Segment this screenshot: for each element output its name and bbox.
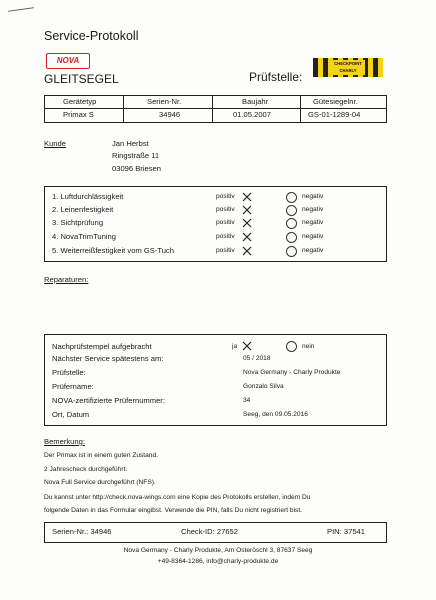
positiv-label: positiv <box>216 233 235 240</box>
check-label: 4. NovaTrimTuning <box>52 232 117 241</box>
next-service-value: 05 / 2018 <box>243 355 271 362</box>
col-header-baujahr: Baujahr <box>242 97 269 106</box>
info-line: folgende Daten in das Formular eingibst. Verwende die PIN, falls Du nicht registriert bist. <box>44 507 303 514</box>
checked-x-icon[interactable] <box>242 205 252 215</box>
radio-circle-icon[interactable] <box>286 192 297 203</box>
remark-line: Nova Full Service durchgeführt (NFS). <box>44 479 156 486</box>
customer-label: Kunde <box>44 139 66 148</box>
nein-label: nein <box>302 343 315 350</box>
negativ-label: negativ <box>302 219 324 226</box>
pin: PIN: 37541 <box>327 527 365 536</box>
checked-x-icon[interactable] <box>242 218 252 228</box>
col-header-guetesiegel: Gütesiegelnr. <box>313 97 358 106</box>
cp-logo-line1: CHECKPOINT <box>334 61 362 66</box>
ort-label: Ort, Datum <box>52 410 90 419</box>
serien-nr: Serien-Nr.: 34946 <box>52 527 112 536</box>
ja-label: ja <box>232 343 238 350</box>
nummer-label: NOVA-zertifizierte Prüfernummer: <box>52 396 165 405</box>
radio-circle-icon[interactable] <box>286 246 297 257</box>
positiv-label: positiv <box>216 219 235 226</box>
checkpoint-charly-logo <box>313 58 383 77</box>
cell-geraetetyp: Primax S <box>63 110 94 119</box>
scan-mark <box>8 7 34 12</box>
pruefer-value: Gonzalo Silva <box>243 383 284 390</box>
address-line: +49-8364-1286, info@charly-produkte.de <box>157 558 279 565</box>
radio-circle-icon[interactable] <box>286 218 297 229</box>
checked-x-icon[interactable] <box>242 341 252 351</box>
radio-circle-icon[interactable] <box>286 341 297 352</box>
checked-x-icon[interactable] <box>242 232 252 242</box>
remark-line: Der Primax ist in einem guten Zustand. <box>44 452 158 459</box>
pruefstelle-label: Prüfstelle: <box>52 368 86 377</box>
info-line: Du kannst unter http://check.nova-wings.com eine Kopie des Protokolls erstellen, indem Du <box>44 494 311 501</box>
cp-logo-line2: CHARLY <box>339 68 357 73</box>
checked-x-icon[interactable] <box>242 192 252 202</box>
nummer-value: 34 <box>243 397 251 404</box>
check-label: 2. Leinenfestigkeit <box>52 205 114 214</box>
ort-value: Seeg, den 09.05.2016 <box>243 411 308 418</box>
next-service-label: Nächster Service spätestens am: <box>52 354 164 363</box>
check-id: Check-ID: 27652 <box>181 527 238 536</box>
col-header-seriennr: Serien-Nr. <box>147 97 182 106</box>
stamp-label: Nachprüfstempel aufgebracht <box>52 342 152 351</box>
positiv-label: positiv <box>216 193 235 200</box>
nova-logo: NOVA <box>46 53 90 69</box>
pruefstelle-value: Nova Germany - Charly Produkte <box>243 369 341 376</box>
negativ-label: negativ <box>302 233 324 240</box>
checked-x-icon[interactable] <box>242 246 252 256</box>
customer-name: Jan Herbst <box>112 139 149 148</box>
pruefstelle-heading: Prüfstelle: <box>249 70 303 84</box>
product-type: GLEITSEGEL <box>44 72 119 86</box>
positiv-label: positiv <box>216 247 235 254</box>
radio-circle-icon[interactable] <box>286 232 297 243</box>
remarks-label: Bemerkung: <box>44 437 85 446</box>
col-header-geraetetyp: Gerätetyp <box>63 97 97 106</box>
pruefer-label: Prüfername: <box>52 382 94 391</box>
customer-street: Ringstraße 11 <box>112 151 160 160</box>
negativ-label: negativ <box>302 206 324 213</box>
cell-guetesiegel: GS-01-1289-04 <box>308 110 361 119</box>
cell-baujahr: 01.05.2007 <box>233 110 272 119</box>
positiv-label: positiv <box>216 206 235 213</box>
customer-city: 03096 Briesen <box>112 164 161 173</box>
repairs-label: Reparaturen: <box>44 275 89 284</box>
cell-seriennr: 34946 <box>159 110 181 119</box>
radio-circle-icon[interactable] <box>286 205 297 216</box>
negativ-label: negativ <box>302 247 324 254</box>
check-label: 5. Weiterreißfestigkeit vom GS-Tuch <box>52 246 174 255</box>
check-label: 1. Luftdurchlässigkeit <box>52 192 124 201</box>
remark-line: 2 Jahrescheck durchgeführt. <box>44 466 128 473</box>
address-line: Nova Germany - Charly Produkte, Am Osteröschl 3, 87637 Seeg <box>123 547 313 554</box>
negativ-label: negativ <box>302 193 324 200</box>
check-label: 3. Sichtprüfung <box>52 218 104 227</box>
page-title: Service-Protokoll <box>44 29 139 43</box>
